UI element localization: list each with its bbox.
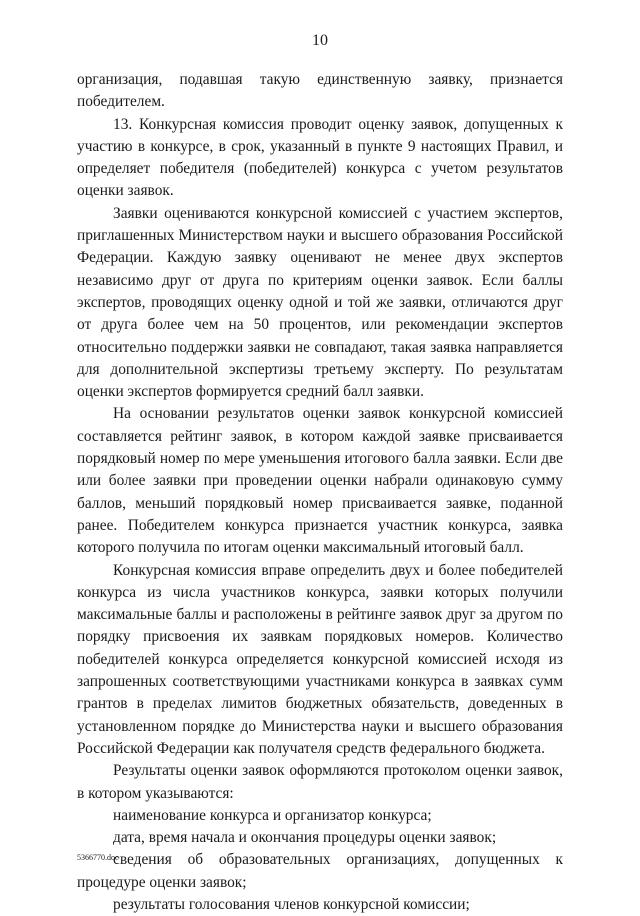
list-item: дата, время начала и окончания процедуры оценки заявок;: [113, 829, 497, 847]
paragraph-rating: На основании результатов оценки заявок конкурсной комиссией составляется рейтинг заявок, в котором каждой заявке присваивается порядковый номер по мере уменьшения итогового балла заявки. Если две или более заявки при проведении оценки набрали одинаковую сумму баллов, меньший порядковый номер присваивается заявке, поданной ранее. Победителем конкурса признается участник конкурса, заявка которого получила по итогам оценки максимальный итоговый балл.: [77, 405, 563, 557]
list-item: результаты голосования членов конкурсной комиссии;: [113, 895, 470, 913]
page-number: 10: [312, 32, 328, 49]
paragraph-expert-evaluation: Заявки оцениваются конкурсной комиссией с участием экспертов, приглашенных Министерством науки и высшего образования Российской Федерации. Каждую заявку оценивают не менее двух экспертов независимо друг от друга по критериям оценки заявок. Если баллы экспертов, проводящих оценку одной и той же заявки, отличаются друг от друга более чем на 50 процентов, или рекомендации экспертов относительно поддержки заявки не совпадают, такая заявка направляется для дополнительной экспертизы третьему эксперту. По результатам оценки экспертов формируется средний балл заявки.: [77, 204, 563, 401]
file-footer: 5366770.doc: [77, 853, 119, 862]
paragraph-continuation: организация, подавшая такую единственную заявку, признается победителем.: [77, 71, 563, 111]
document-body: [77, 69, 563, 916]
paragraph-multiple-winners: Конкурсная комиссия вправе определить двух и более победителей конкурса из числа участников конкурса, заявки которых получили максимальные баллы и расположены в рейтинге заявок друг за другом по порядку присвоения их заявкам порядковых номеров. Количество победителей конкурса определяется конкурсной комиссией исходя из запрошенных соответствующими участниками конкурса в заявках сумм грантов в пределах лимитов бюджетных обязательств, доведенных в установленном порядке до Министерства науки и высшего образования Российской Федерации как получателя средств федерального бюджета.: [77, 561, 563, 757]
paragraph-protocol-intro: Результаты оценки заявок оформляются протоколом оценки заявок, в котором указываются:: [77, 762, 563, 802]
list-item: наименование конкурса и организатор конкурса;: [113, 806, 432, 824]
list-item: сведения об образовательных организациях, допущенных к процедуре оценки заявок;: [77, 851, 563, 891]
paragraph-item-13: 13. Конкурсная комиссия проводит оценку заявок, допущенных к участию в конкурсе, в срок, указанный в пункте 9 настоящих Правил, и определяет победителя (победителей) конкурса с учетом результатов оценки заявок.: [77, 115, 563, 200]
